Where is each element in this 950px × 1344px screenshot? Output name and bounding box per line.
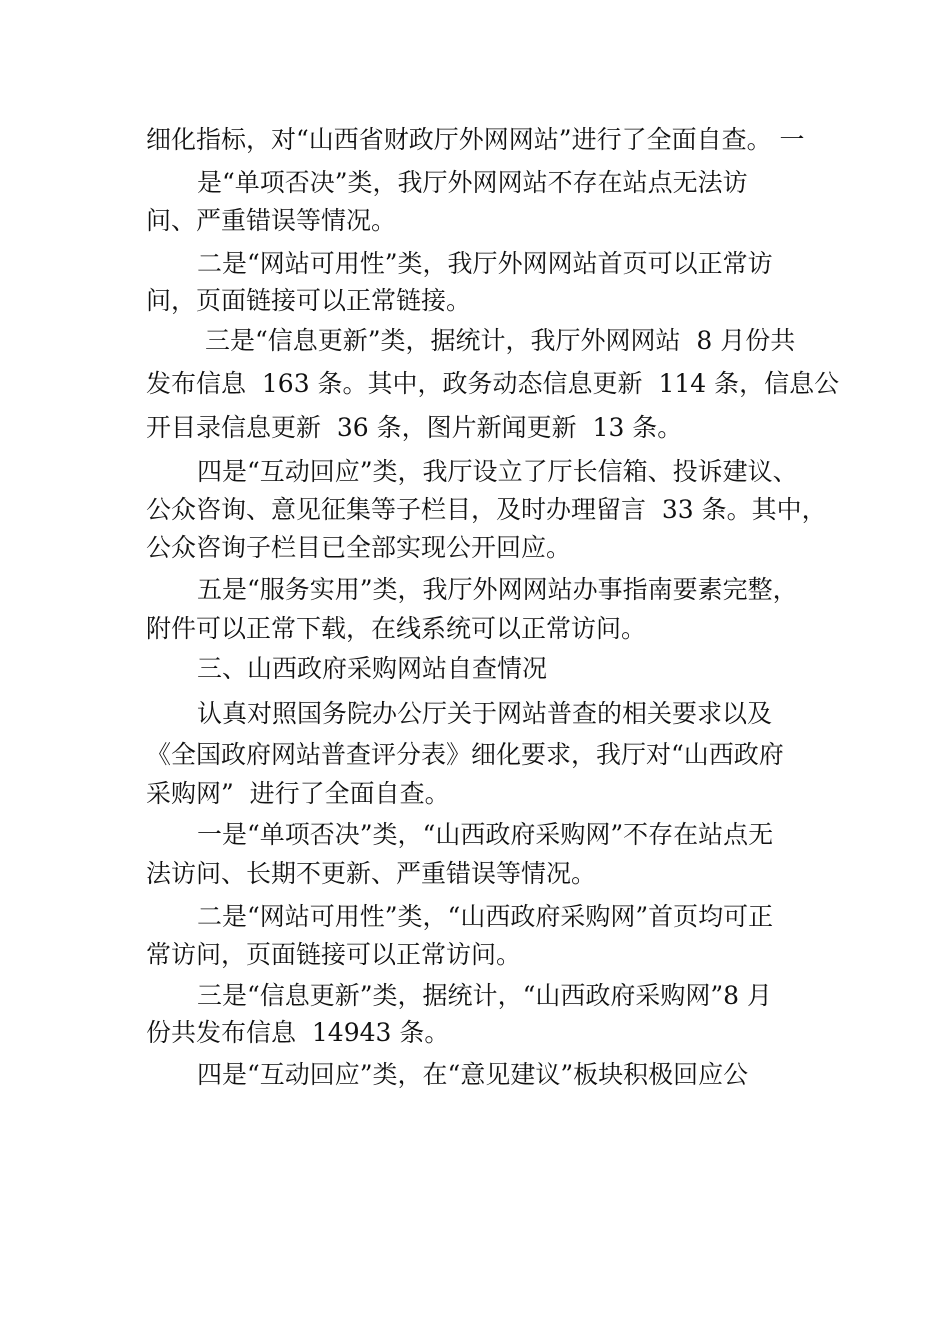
text-line: 三是“信息更新”类，据统计，“山西政府采购网”8 月 <box>197 981 772 1010</box>
text-line: 是“单项否决”类，我厅外网网站不存在站点无法访 <box>197 168 748 197</box>
text-line: 二是“网站可用性”类，我厅外网网站首页可以正常访 <box>197 249 773 278</box>
text-line: 四是“互动回应”类，在“意见建议”板块积极回应公 <box>197 1060 749 1089</box>
text-line: 问，页面链接可以正常链接。 <box>146 286 472 315</box>
section-heading: 三、山西政府采购网站自查情况 <box>197 654 548 683</box>
text-line: 发布信息 163 条。其中，政务动态信息更新 114 条，信息公 <box>146 369 840 398</box>
text-line: 法访问、长期不更新、严重错误等情况。 <box>146 859 597 888</box>
text-line: 问、严重错误等情况。 <box>146 206 397 235</box>
text-line: 采购网” 进行了全面自查。 <box>146 779 450 808</box>
text-line: 开目录信息更新 36 条，图片新闻更新 13 条。 <box>146 413 683 442</box>
text-line: 认真对照国务院办公厅关于网站普查的相关要求以及 <box>197 699 773 728</box>
text-line: 公众咨询子栏目已全部实现公开回应。 <box>146 533 572 562</box>
text-line: 三是“信息更新”类，据统计，我厅外网网站 8 月份共 <box>197 326 796 355</box>
text-line: 二是“网站可用性”类，“山西政府采购网”首页均可正 <box>197 902 774 931</box>
text-line: 公众咨询、意见征集等子栏目，及时办理留言 33 条。其中， <box>146 495 827 524</box>
text-line: 份共发布信息 14943 条。 <box>146 1018 450 1047</box>
text-line: 四是“互动回应”类，我厅设立了厅长信箱、投诉建议、 <box>197 457 798 486</box>
text-line: 附件可以正常下载，在线系统可以正常访问。 <box>146 614 647 643</box>
text-line: 细化指标，对“山西省财政厅外网网站”进行了全面自查。 一 <box>146 125 805 154</box>
text-line: 常访问，页面链接可以正常访问。 <box>146 940 522 969</box>
text-line: 《全国政府网站普查评分表》细化要求，我厅对“山西政府 <box>146 740 784 769</box>
text-line: 五是“服务实用”类，我厅外网网站办事指南要素完整， <box>197 575 798 604</box>
text-line: 一是“单项否决”类，“山西政府采购网”不存在站点无 <box>197 820 774 849</box>
